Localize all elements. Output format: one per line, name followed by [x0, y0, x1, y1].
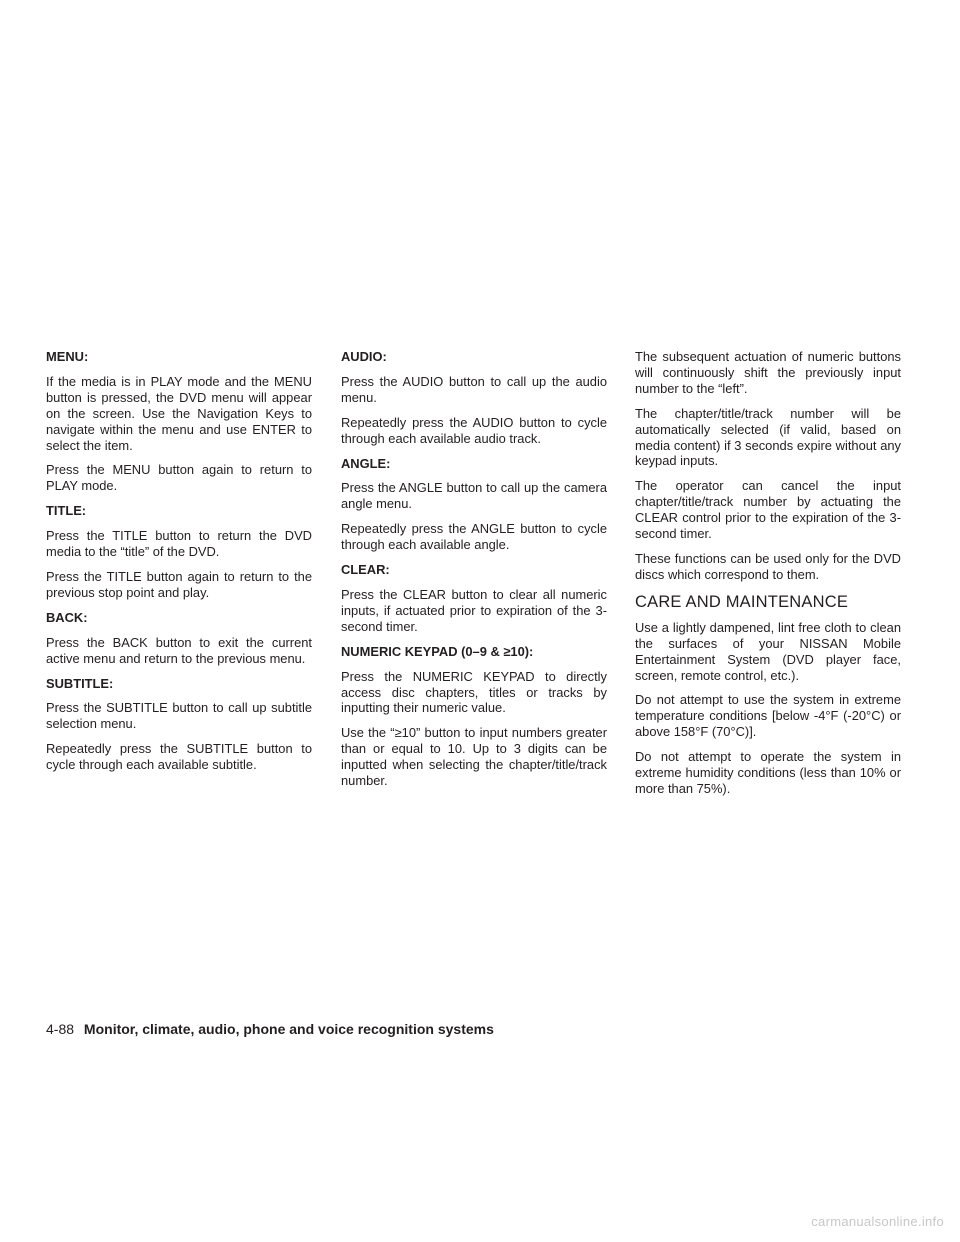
paragraph: The chapter/title/track number will be automatically selected (if valid, based on media content) if 3 seconds expire without any keypad inputs. — [635, 405, 901, 469]
paragraph: The subsequent actuation of numeric buttons will continuously shift the previously input number to the “left”. — [635, 349, 901, 396]
paragraph: Use a lightly dampened, lint free cloth to clean the surfaces of your NISSAN Mobile Entertainment System (DVD player face, screen, remote control, etc.). — [635, 619, 901, 683]
text-column-2 — [341, 349, 607, 798]
subsection-heading: ANGLE: — [341, 455, 391, 471]
paragraph: Press the TITLE button to return the DVD media to the “title” of the DVD. — [46, 528, 312, 560]
paragraph: Press the ANGLE button to call up the camera angle menu. — [341, 480, 607, 512]
paragraph: Repeatedly press the SUBTITLE button to cycle through each available subtitle. — [46, 741, 312, 773]
paragraph: Press the MENU button again to return to PLAY mode. — [46, 462, 312, 494]
text-column-3 — [635, 349, 901, 806]
text-column-1 — [46, 349, 312, 782]
paragraph: Use the “≥10” button to input numbers greater than or equal to 10. Up to 3 digits can be inputted when selecting the chapter/title/track number. — [341, 725, 607, 789]
paragraph: Repeatedly press the AUDIO button to cycle through each available audio track. — [341, 414, 607, 446]
paragraph: The operator can cancel the input chapter/title/track number by actuating the CLEAR control prior to the expiration of the 3-second timer. — [635, 478, 901, 542]
section-heading: CARE AND MAINTENANCE — [635, 592, 849, 611]
subsection-heading: BACK: — [46, 609, 88, 625]
subsection-heading: SUBTITLE: — [46, 675, 114, 691]
subsection-heading: TITLE: — [46, 503, 87, 519]
chapter-title: Monitor, climate, audio, phone and voice recognition systems — [83, 1021, 494, 1037]
subsection-heading: AUDIO: — [341, 349, 387, 364]
paragraph: Do not attempt to use the system in extreme temperature conditions [below -4°F (-20°C) or above 158°F (70°C)]. — [635, 692, 901, 740]
paragraph: Press the CLEAR button to clear all numeric inputs, if actuated prior to expiration of the 3-second timer. — [341, 586, 607, 634]
page-footer — [46, 1020, 494, 1038]
subsection-heading: MENU: — [46, 349, 89, 364]
subsection-heading: NUMERIC KEYPAD (0–9 & ≥10): — [341, 643, 534, 659]
paragraph: Press the AUDIO button to call up the audio menu. — [341, 373, 607, 405]
watermark: carmanualsonline.info — [811, 1214, 944, 1229]
paragraph: Repeatedly press the ANGLE button to cycle through each available angle. — [341, 521, 607, 553]
paragraph: Do not attempt to operate the system in extreme humidity conditions (less than 10% or more than 75%). — [635, 749, 901, 796]
page-number: 4-88 — [46, 1021, 75, 1037]
paragraph: Press the TITLE button again to return to the previous stop point and play. — [46, 568, 312, 600]
paragraph: These functions can be used only for the DVD discs which correspond to them. — [635, 550, 901, 582]
paragraph: Press the BACK button to exit the current active menu and return to the previous menu. — [46, 634, 312, 666]
subsection-heading: CLEAR: — [341, 562, 390, 578]
paragraph: Press the NUMERIC KEYPAD to directly access disc chapters, titles or tracks by inputting their numeric value. — [341, 668, 607, 716]
paragraph: Press the SUBTITLE button to call up subtitle selection menu. — [46, 700, 312, 732]
paragraph: If the media is in PLAY mode and the MENU button is pressed, the DVD menu will appear on the screen. Use the Navigation Keys to navigate within the menu and use ENTER to select the item. — [46, 373, 312, 453]
